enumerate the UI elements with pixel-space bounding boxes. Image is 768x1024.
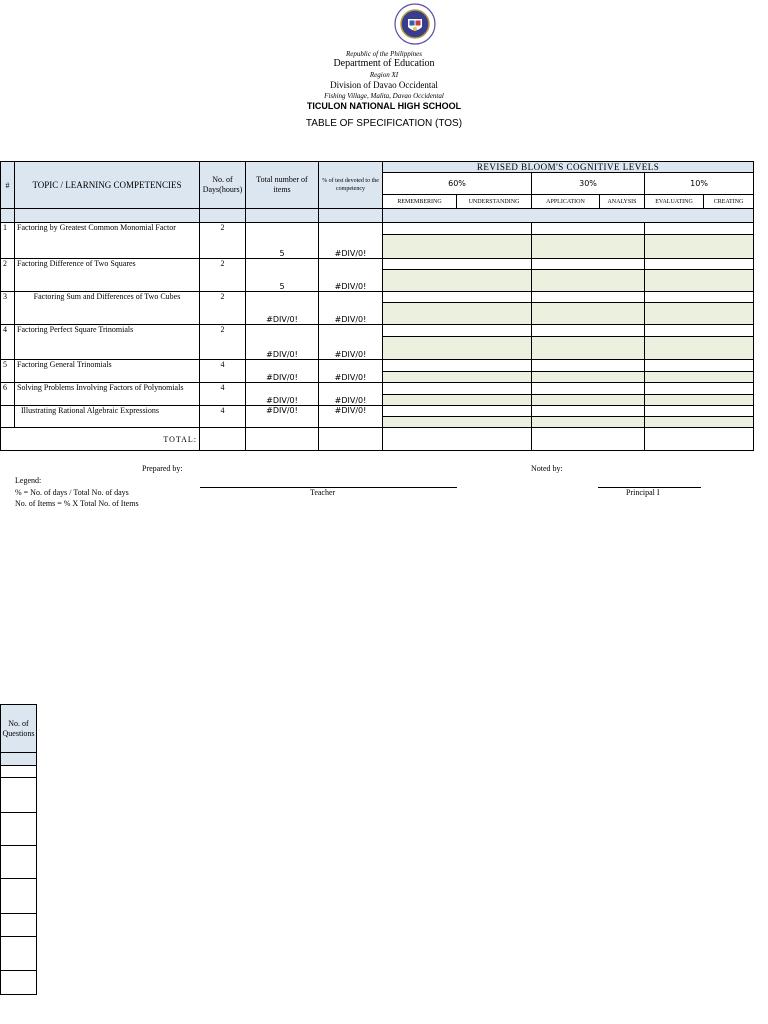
row-number: 6 xyxy=(1,383,15,406)
blooms-title: REVISED BLOOM'S COGNITIVE LEVELS xyxy=(383,162,754,173)
table-row xyxy=(1,383,754,395)
row-topic: Factoring Perfect Square Trinomials xyxy=(15,325,200,360)
total-row xyxy=(1,428,754,451)
row-days: 4 xyxy=(200,360,246,383)
row-items: #DIV/0! xyxy=(246,383,319,406)
skill-application: APPLICATION xyxy=(532,195,600,209)
col-header-topic: TOPIC / LEARNING COMPETENCIES xyxy=(15,162,200,209)
principal-label: Principal I xyxy=(626,488,660,497)
row-number: 4 xyxy=(1,325,15,360)
department-name: Department of Education xyxy=(333,58,435,69)
republic-line: Republic of the Philippines xyxy=(345,50,422,58)
level-10: 10% xyxy=(645,173,754,195)
row-percent: #DIV/0! xyxy=(319,325,383,360)
row-items: #DIV/0! xyxy=(246,360,319,383)
row-days: 2 xyxy=(200,223,246,259)
row-items: #DIV/0! xyxy=(246,292,319,325)
skill-remembering: REMEMBERING xyxy=(383,195,457,209)
row-items: 5 xyxy=(246,223,319,259)
school-name: TICULON NATIONAL HIGH SCHOOL xyxy=(306,101,462,111)
row-topic: Factoring Difference of Two Squares xyxy=(15,259,200,292)
prepared-by-label: Prepared by: xyxy=(142,464,183,473)
row-percent: #DIV/0! xyxy=(319,292,383,325)
row-number: 5 xyxy=(1,360,15,383)
table-row xyxy=(1,406,754,417)
row-topic: Factoring Sum and Differences of Two Cubes xyxy=(15,292,200,325)
questions-table xyxy=(0,704,37,995)
row-days: 4 xyxy=(200,383,246,406)
row-topic: Illustrating Rational Algebraic Expressions xyxy=(15,406,200,428)
division-name: Division of Davao Occidental xyxy=(330,80,438,90)
questions-header: No. of Questions xyxy=(1,705,37,753)
row-percent: #DIV/0! xyxy=(319,223,383,259)
col-header-number: # xyxy=(1,162,15,209)
region-line: Region XI xyxy=(369,71,399,79)
row-topic: Factoring General Trinomials xyxy=(15,360,200,383)
level-30: 30% xyxy=(532,173,645,195)
row-percent: #DIV/0! xyxy=(319,383,383,406)
row-days: 2 xyxy=(200,292,246,325)
row-percent: #DIV/0! xyxy=(319,406,383,428)
legend-formula-percent: % = No. of days / Total No. of days xyxy=(15,488,129,497)
row-number: 3 xyxy=(1,292,15,325)
spacer-row xyxy=(1,209,754,223)
teacher-label: Teacher xyxy=(310,488,336,497)
row-number: 1 xyxy=(1,223,15,259)
skill-creating: CREATING xyxy=(704,195,754,209)
row-percent: #DIV/0! xyxy=(319,360,383,383)
table-row xyxy=(1,292,754,303)
col-header-items: Total number of items xyxy=(246,162,319,209)
col-header-days: No. of Days(hours) xyxy=(200,162,246,209)
table-row xyxy=(1,325,754,337)
row-items: #DIV/0! xyxy=(246,325,319,360)
deped-seal-icon xyxy=(394,3,436,45)
row-items: 5 xyxy=(246,259,319,292)
noted-by-label: Noted by: xyxy=(531,464,563,473)
legend-formula-items: No. of Items = % X Total No. of Items xyxy=(15,499,139,508)
table-row xyxy=(1,259,754,270)
skill-analysis: ANALYSIS xyxy=(600,195,645,209)
row-topic: Solving Problems Involving Factors of Polynomials xyxy=(15,383,200,406)
tos-table xyxy=(0,161,754,451)
row-number xyxy=(1,406,15,428)
total-label: TOTAL: xyxy=(1,428,200,451)
row-days: 4 xyxy=(200,406,246,428)
skill-understanding: UNDERSTANDING xyxy=(457,195,532,209)
row-topic: Factoring by Greatest Common Monomial Factor xyxy=(15,223,200,259)
row-days: 2 xyxy=(200,259,246,292)
row-days: 2 xyxy=(200,325,246,360)
skill-evaluating: EVALUATING xyxy=(645,195,704,209)
row-percent: #DIV/0! xyxy=(319,259,383,292)
row-number: 2 xyxy=(1,259,15,292)
legend-label: Legend: xyxy=(15,476,42,485)
level-60: 60% xyxy=(383,173,532,195)
row-items: #DIV/0! xyxy=(246,406,319,428)
school-address: Fishing Village, Malita, Davao Occidental xyxy=(324,92,444,100)
table-row xyxy=(1,360,754,372)
document-title: TABLE OF SPECIFICATION (TOS) xyxy=(305,118,463,129)
table-row xyxy=(1,223,754,235)
col-header-percent: % of test devoted to the competency xyxy=(319,162,383,209)
